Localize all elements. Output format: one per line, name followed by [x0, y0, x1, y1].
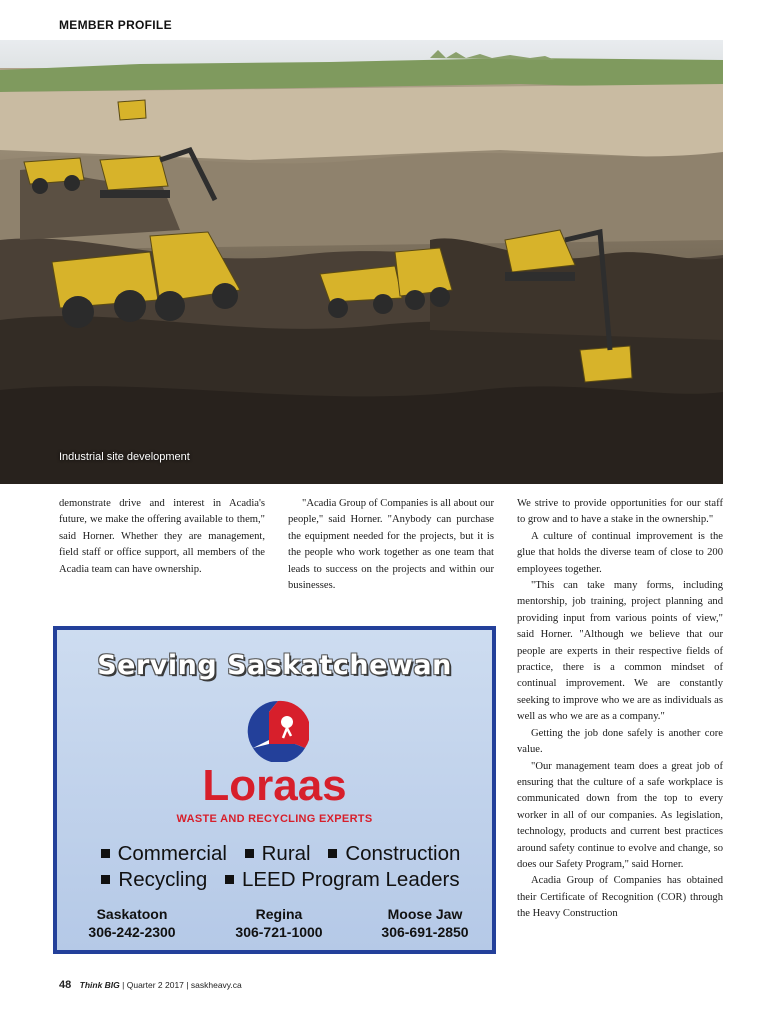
article-column-2: [288, 496, 494, 594]
bullet-square-icon: [101, 875, 110, 884]
paragraph: Acadia Group of Companies has obtained their Certificate of Recognition (COR) through the Heavy Construction: [517, 875, 723, 920]
article-column-1: [59, 496, 265, 578]
paragraph: We strive to provide opportunities for our staff to grow and to have a stake in the ownership.": [517, 498, 723, 526]
footer-separator: |: [186, 980, 189, 990]
ad-tagline: WASTE AND RECYCLING EXPERTS: [176, 813, 373, 825]
loraas-advertisement: [53, 626, 496, 954]
construction-site-photo: [0, 40, 723, 484]
office-city: Moose Jaw: [387, 906, 463, 922]
website-label: saskheavy.ca: [190, 980, 242, 990]
office-phone: 306-242-2300: [88, 924, 176, 940]
paragraph: Getting the job done safely is another core value.: [517, 727, 723, 756]
service-item: Construction: [345, 842, 461, 865]
ad-brand-name: Loraas: [202, 761, 347, 810]
footer-separator: |: [122, 980, 125, 990]
article-column-3: [517, 496, 723, 923]
paragraph: demonstrate drive and interest in Acadia's future, we make the offering available to them," said Horner. Whether they are management, field staff or office support, all members of the Acadia team can have ownership.: [59, 498, 265, 575]
paragraph: A culture of continual improvement is the glue that holds the diverse team of close to 200 employees together.: [517, 530, 723, 575]
bullet-square-icon: [225, 875, 234, 884]
office-city: Saskatoon: [96, 906, 168, 922]
section-label: MEMBER PROFILE: [59, 18, 172, 32]
office-regina: [209, 905, 349, 941]
office-saskatoon: [62, 905, 202, 941]
service-item: Commercial: [117, 842, 227, 865]
ad-services-row: [57, 868, 492, 892]
paragraph: "Acadia Group of Companies is all about our people," said Horner. "Anybody can purchase the equipment needed for the projects, but it is the people who work together as one team that leads to success on the projects and within our businesses.: [288, 498, 494, 592]
office-phone: 306-691-2850: [381, 924, 469, 940]
page-number: 48: [59, 979, 72, 991]
office-city: Regina: [255, 906, 303, 922]
office-moose-jaw: [355, 905, 495, 941]
paragraph: "Our management team does a great job of ensuring that the culture of a safe workplace is communicated down from the top to every worker in all of our companies. As legislation, technology, products and current best practices around safety continue to evolve and change, so does our Safety Program," said Horner.: [517, 760, 723, 870]
service-item: LEED Program Leaders: [241, 868, 460, 891]
issue-label: Quarter 2 2017: [126, 980, 184, 990]
magazine-title: Think BIG: [79, 980, 120, 990]
bullet-square-icon: [245, 849, 254, 858]
loraas-logo-icon: [247, 700, 309, 762]
paragraph: "This can take many forms, including mentorship, job training, project planning and providing input from various points of view," said Horner. "Although we believe that our people are experts in their respective fields of practice, there is a common mindset of continual improvement. We are constantly seeking to improve who we are as individuals as well as who we are as a company.": [517, 580, 723, 723]
office-phone: 306-721-1000: [235, 924, 323, 940]
ad-services-row: [57, 842, 492, 866]
photo-caption: Industrial site development: [59, 451, 190, 463]
ad-headline: Serving Saskatchewan: [97, 650, 452, 681]
service-item: Rural: [261, 842, 311, 865]
bullet-square-icon: [101, 849, 110, 858]
bullet-square-icon: [328, 849, 337, 858]
page-footer: [59, 979, 242, 991]
service-item: Recycling: [118, 868, 208, 891]
